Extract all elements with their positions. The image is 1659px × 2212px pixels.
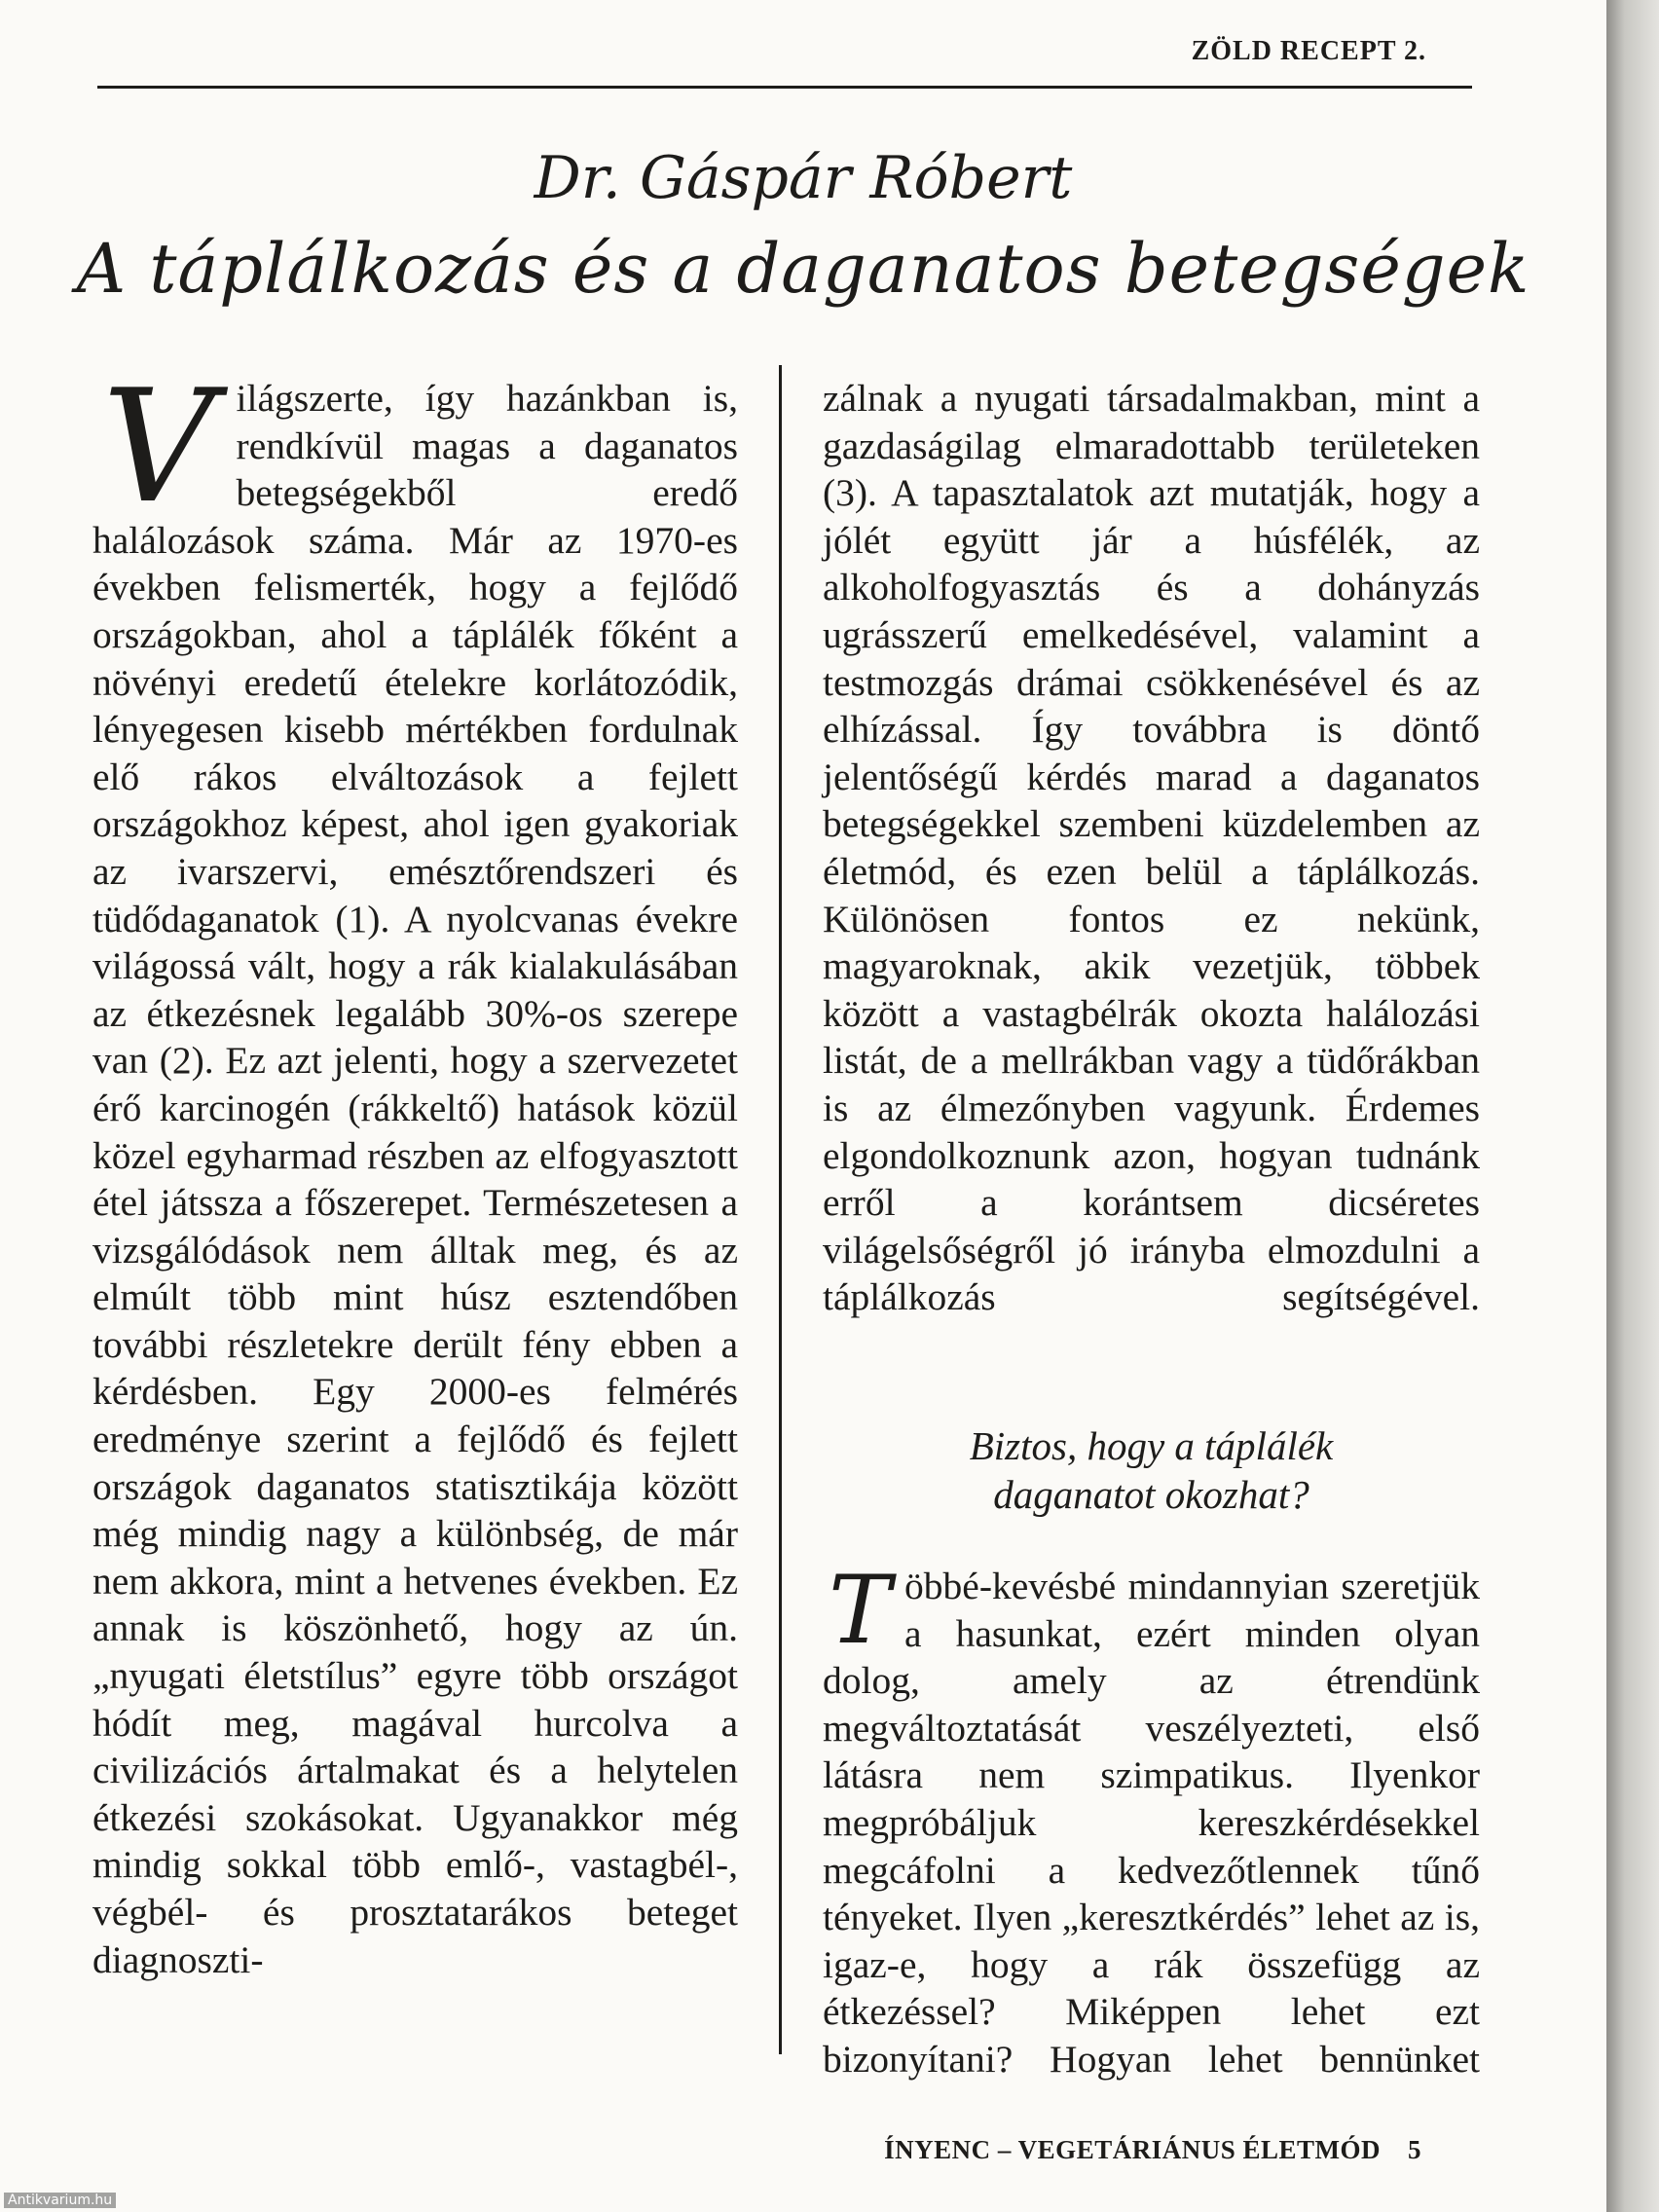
subheading-line-1: Biztos, hogy a táplálék bbox=[969, 1423, 1334, 1468]
article-author: Dr. Gáspár Róbert bbox=[534, 144, 1073, 212]
page-footer bbox=[884, 2135, 1421, 2165]
left-column-paragraph bbox=[92, 355, 738, 2031]
section-subheading bbox=[823, 1421, 1480, 1519]
subheading-line-2: daganatot okozhat? bbox=[993, 1472, 1309, 1517]
watermark: Antikvarium.hu bbox=[4, 2193, 116, 2208]
right-column-top bbox=[823, 375, 1480, 1368]
right-column-text-2: öbbé-kevésbé mindannyian szeretjük a hasunkat, ezért minden olyan dolog, amely az étrendünk megváltoztatását veszélyezteti, első látásra nem szimpatikus. Ilyenkor megpróbáljuk kereszkérdésekkel megcáfolni a kedvezőtlennek tűnő tényeket. Ilyen „keresztkérdés” lehet az is, igaz-e, hogy a rák összefügg az étkezéssel? Miképpen lehet ezt bizonyítani? Hogyan lehet bennünket bbox=[823, 1565, 1480, 2081]
right-column-paragraph-2 bbox=[823, 1556, 1480, 2130]
article-title: A táplálkozás és a daganatos betegségek bbox=[76, 229, 1530, 309]
left-column bbox=[92, 355, 738, 2031]
header-rule bbox=[97, 86, 1472, 89]
dropcap-v: V bbox=[102, 355, 215, 537]
right-column-paragraph-1: zálnak a nyugati társadalmakban, mint a gazdaságilag elmaradottabb területeken (3). A tapasztalatok azt mutatják, hogy a jólét együtt jár a húsfélék, az alkoholfogyasztás és a dohányzás ugrásszerű emelkedésével, valamint a testmozgás drámai csökkenésével és az elhízással. Így továbbra is döntő jelentőségű kérdés marad a daganatos betegségekkel szembeni küzdelemben az életmód, és ezen belül a táplálkozás. Különösen fontos ez nekünk, magyaroknak, akik vezetjük, többek között a vastagbélrák okozta halálozási listát, de a mellrákban vagy a tüdőrákban is az élmezőnyben vagyunk. Érdemes elgondolkoznunk azon, hogyan tudnánk erről a korántsem dicséretes világelsőségről jó irányba elmozdulni a táplálkozás segítségével. bbox=[823, 377, 1480, 1319]
dropcap-t: T bbox=[829, 1556, 892, 1665]
running-head: ZÖLD RECEPT 2. bbox=[1191, 36, 1426, 66]
page-number: 5 bbox=[1408, 2135, 1421, 2164]
right-column-bottom bbox=[823, 1556, 1480, 2130]
column-rule bbox=[779, 365, 782, 2054]
footer-publication: ÍNYENC – VEGETÁRIÁNUS ÉLETMÓD bbox=[884, 2135, 1381, 2164]
left-column-text: ilágszerte, így hazánkban is, rendkívül magas a daganatos betegségekből eredő halálozások száma. Már az 1970-es években felismerték, hogy a fejlődő országokban, ahol a táplálék főként a növényi eredetű ételekre korlátozódik, lényegesen kisebb mértékben fordulnak elő rákos elváltozások a fejlett országokhoz képest, ahol igen gyakoriak az ivarszervi, emésztőrendszeri és tüdődaganatok (1). A nyolcvanas évekre világossá vált, hogy a rák kialakulásában az étkezésnek legalább 30%-os szerepe van (2). Ez azt jelenti, hogy a szervezetet érő karcinogén (rákkeltő) hatások közül közel egyharmad részben az elfogyasztott étel játssza a főszerepet. Természetesen a vizsgálódások nem álltak meg, és az elmúlt több mint húsz esztendőben további részletekre derült fény ebben a kérdésben. Egy 2000-es felmérés eredménye szerint a fejlődő és fejlett országok daganatos statisztikája között még mindig nagy a különbség, de már nem akkora, mint a hetvenes években. Ez annak is köszönhető, hogy az ún. „nyugati életstílus” egyre több országot hódít meg, magával hurcolva a civilizációs ártalmakat és a helytelen étkezési szokásokat. Ugyanakkor még mindig sokkal több emlő-, vastagbél-, végbél- és prosztatarákos beteget diagnoszti- bbox=[92, 377, 738, 1981]
page-edge bbox=[1606, 0, 1659, 2212]
